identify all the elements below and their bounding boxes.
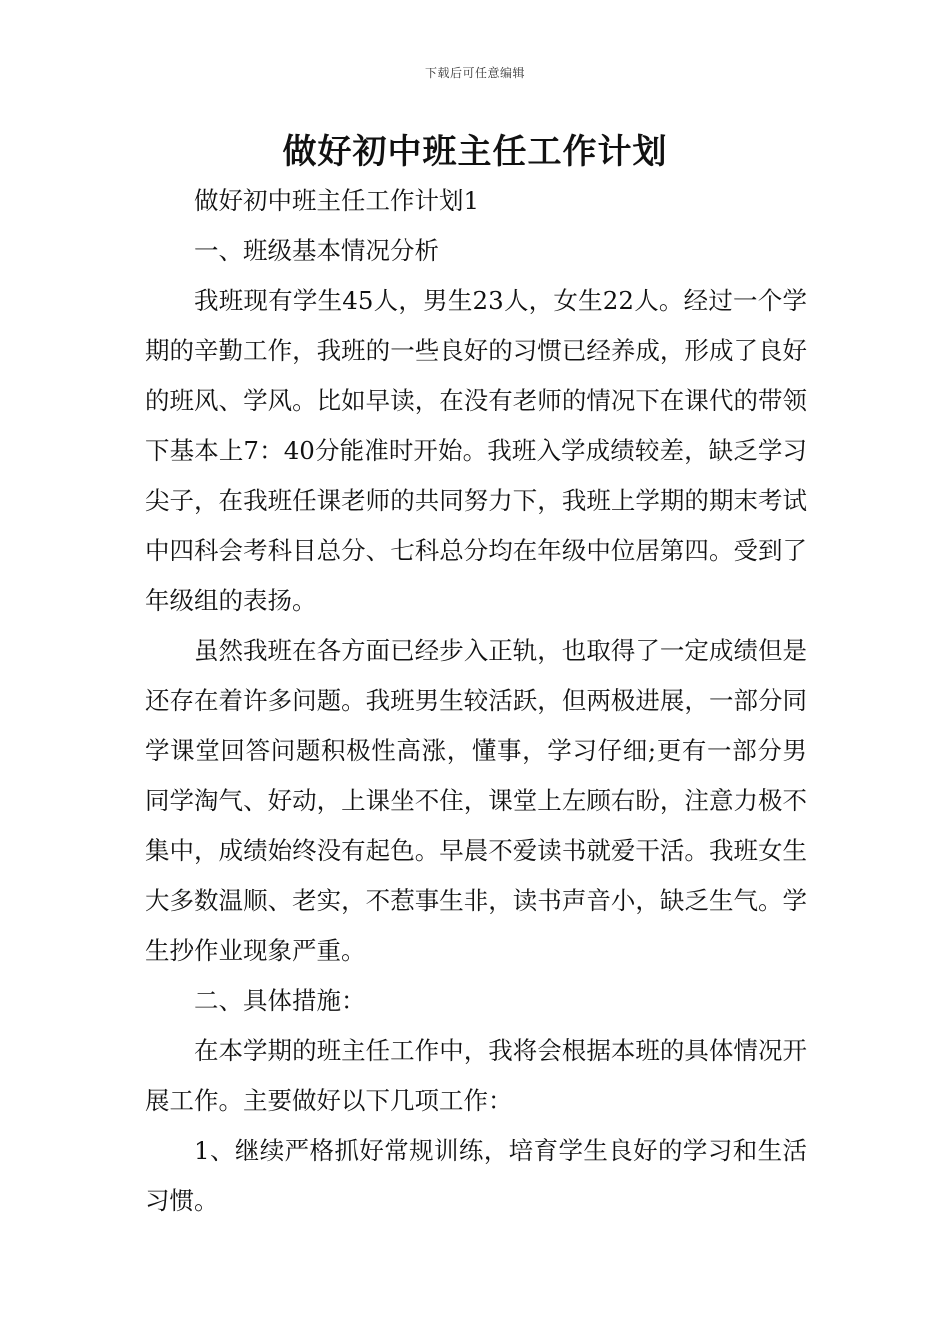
- body-paragraph: 虽然我班在各方面已经步入正轨，也取得了一定成绩但是还存在着许多问题。我班男生较活跃，但两极进展，一部分同学课堂回答问题积极性高涨，懂事，学习仔细;更有一部分男同学淘气、好动，上课坐不住，课堂上左顾右盼，注意力极不集中，成绩始终没有起色。早晨不爱读书就爱干活。我班女生大多数温顺、老实，不惹事生非，读书声音小，缺乏生气。学生抄作业现象严重。: [145, 636, 807, 965]
- body-paragraph: 在本学期的班主任工作中，我将会根据本班的具体情况开展工作。主要做好以下几项工作：: [145, 1036, 807, 1115]
- list-item-paragraph: 1、继续严格抓好常规训练，培育学生良好的学习和生活习惯。: [145, 1136, 807, 1215]
- header-note: 下载后可任意编辑: [424, 66, 525, 80]
- subtitle-paragraph: 做好初中班主任工作计划1: [194, 186, 480, 215]
- document-body: [145, 176, 807, 1226]
- section-heading-1: 一、班级基本情况分析: [194, 236, 439, 265]
- document-title: 做好初中班主任工作计划: [282, 132, 668, 172]
- section-heading-2: 二、具体措施：: [194, 986, 366, 1015]
- body-paragraph: 我班现有学生45人，男生23人，女生22人。经过一个学期的辛勤工作，我班的一些良好的习惯已经养成，形成了良好的班风、学风。比如早读，在没有老师的情况下在课代的带领下基本上7：40分能准时开始。我班入学成绩较差，缺乏学习尖子，在我班任课老师的共同努力下，我班上学期的期末考试中四科会考科目总分、七科总分均在年级中位居第四。受到了年级组的表扬。: [145, 286, 807, 615]
